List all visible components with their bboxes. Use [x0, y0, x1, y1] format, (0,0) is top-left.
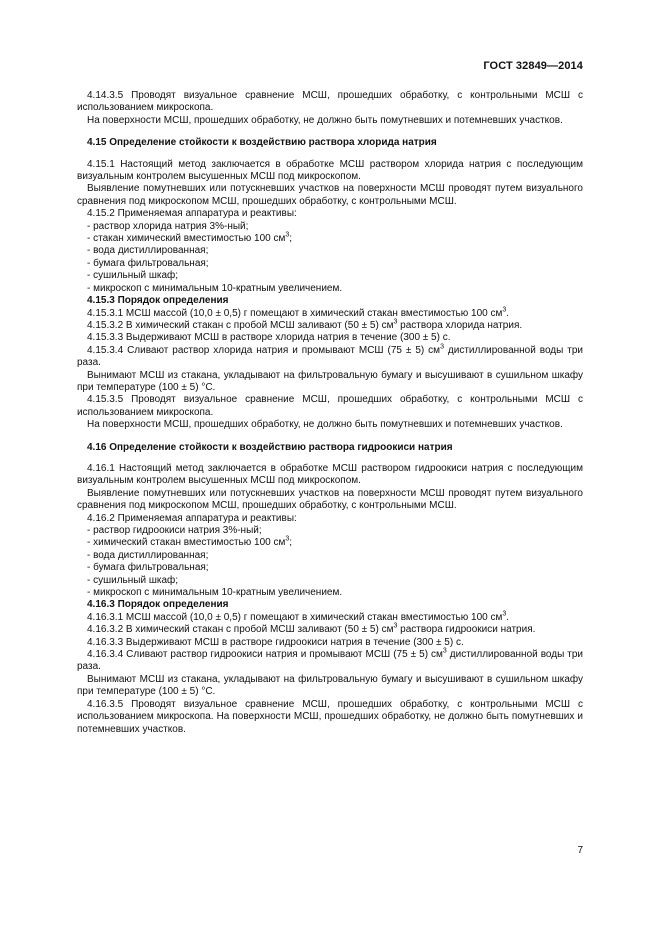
- paragraph: [77, 488, 583, 513]
- block-text: 4.15.2 Применяемая аппаратура и реактивы:: [87, 208, 297, 220]
- block-text: 4.15.3.4 Сливают раствор хлорида натрия и промывают МСШ (75 ± 5) см: [87, 344, 441, 356]
- paragraph: [77, 649, 583, 674]
- paragraph: [77, 183, 583, 208]
- block-text: 4.16.2 Применяемая аппаратура и реактивы:: [87, 512, 297, 524]
- page-number: 7: [577, 845, 583, 856]
- block-text-tail: раствора хлорида натрия.: [397, 319, 523, 331]
- block-text: 4.16.3.4 Сливают раствор гидроокиси натрия и промывают МСШ (75 ± 5) см: [87, 649, 443, 661]
- block-text: - микроскоп с минимальным 10-кратным увеличением.: [87, 282, 343, 294]
- paragraph: [77, 674, 583, 699]
- section-heading: [77, 442, 583, 454]
- paragraph: [77, 394, 583, 419]
- block-text: - вода дистиллированная;: [87, 549, 209, 561]
- paragraph: [77, 345, 583, 370]
- list-item: [77, 283, 583, 295]
- block-text: На поверхности МСШ, прошедших обработку, не должно быть помутневших и потемневших участков.: [87, 419, 563, 431]
- block-text-tail: ;: [289, 537, 293, 549]
- block-text: 4.15.3.3 Выдерживают МСШ в растворе хлорида натрия в течение (300 ± 5) с.: [87, 332, 451, 344]
- paragraph: [77, 320, 583, 332]
- list-item: [77, 258, 583, 270]
- list-item: [77, 587, 583, 599]
- block-text: - раствор гидроокиси натрия 3%-ный;: [87, 525, 262, 536]
- block-text: 4.15.1 Настоящий метод заключается в обработке МСШ раствором хлорида натрия с последующим визуальным контролем высушенных МСШ под микроскопом.: [77, 158, 583, 183]
- block-text: - раствор хлорида натрия 3%-ный;: [87, 220, 249, 232]
- block-text: 4.16.3.1 МСШ массой (10,0 ± 0,5) г помещают в химический стакан вместимостью 100 см: [87, 611, 503, 623]
- block-text: - бумага фильтровальная;: [87, 562, 209, 574]
- paragraph: [77, 612, 583, 624]
- paragraph: [77, 513, 583, 525]
- block-text: 4.15.3.5 Проводят визуальное сравнение МСШ, прошедших обработку, с контрольными МСШ с использованием микроскопа.: [77, 394, 583, 418]
- document-body: [77, 90, 583, 736]
- paragraph: [77, 463, 583, 488]
- subsection-heading: [77, 295, 583, 307]
- block-text-tail: раствора гидроокиси натрия.: [397, 624, 536, 636]
- list-item: [77, 233, 583, 245]
- paragraph: [77, 370, 583, 395]
- list-item: [77, 562, 583, 574]
- superscript: 3: [502, 610, 507, 618]
- superscript: 3: [285, 536, 290, 544]
- block-text: - сушильный шкаф;: [87, 270, 179, 282]
- subsection-heading: [77, 599, 583, 611]
- block-text: - сушильный шкаф;: [87, 574, 179, 586]
- paragraph: [77, 637, 583, 649]
- block-text: - стакан химический вместимостью 100 см: [87, 233, 286, 245]
- superscript: 3: [393, 622, 398, 630]
- list-item: [77, 550, 583, 562]
- list-item: [77, 270, 583, 282]
- list-item: [77, 221, 583, 233]
- block-text-tail: ;: [289, 233, 293, 245]
- block-text: - микроскоп с минимальным 10-кратным увеличением.: [87, 587, 343, 599]
- block-text: Вынимают МСШ из стакана, укладывают на фильтровальную бумагу и высушивают в сушильном шкафу при температуре (100 ± 5) °С.: [77, 369, 583, 393]
- block-text: 4.16.3.2 В химический стакан с пробой МСШ заливают (50 ± 5) см: [87, 624, 394, 636]
- list-item: [77, 575, 583, 587]
- paragraph: [77, 419, 583, 431]
- paragraph: [77, 115, 583, 127]
- block-text: Вынимают МСШ из стакана, укладывают на фильтровальную бумагу и высушивают в сушильном шкафу при температуре (100 ± 5) °С.: [77, 673, 583, 698]
- paragraph: [77, 208, 583, 220]
- block-text: 4.14.3.5 Проводят визуальное сравнение МСШ, прошедших обработку, с контрольными МСШ с использованием микроскопа.: [77, 90, 583, 114]
- block-text: - бумага фильтровальная;: [87, 257, 209, 269]
- block-text-tail: .: [506, 307, 510, 319]
- paragraph: [77, 624, 583, 636]
- list-item: [77, 537, 583, 549]
- superscript: 3: [285, 231, 290, 239]
- block-text: 4.15 Определение стойкости к воздействию раствора хлорида натрия: [87, 137, 437, 149]
- block-text: 4.16.1 Настоящий метод заключается в обработке МСШ раствором гидроокиси натрия с последующим визуальным контролем высушенных МСШ под микроскопом.: [77, 462, 583, 487]
- superscript: 3: [393, 318, 398, 326]
- block-text-tail: дистиллированной воды три раза.: [77, 344, 583, 369]
- block-text: - вода дистиллированная;: [87, 245, 209, 257]
- paragraph: [77, 699, 583, 736]
- paragraph: [77, 159, 583, 184]
- superscript: 3: [440, 343, 444, 351]
- block-text: - химический стакан вместимостью 100 см: [87, 537, 286, 549]
- block-text: 4.16.3.3 Выдерживают МСШ в растворе гидроокиси натрия в течение (300 ± 5) с.: [87, 636, 464, 648]
- block-text: Выявление помутневших или потускневших участков на поверхности МСШ проводят путем визуального сравнения под микроскопом МСШ, прошедших обработку, с контрольными МСШ.: [77, 183, 583, 207]
- block-text: Выявление помутневших или потускневших участков на поверхности МСШ проводят путем визуального сравнения под микроскопом МСШ, прошедших обработку, с контрольными МСШ.: [77, 487, 583, 512]
- block-text: 4.15.3.1 МСШ массой (10,0 ± 0,5) г помещают в химический стакан вместимостью 100 см: [87, 307, 503, 319]
- paragraph: [77, 308, 583, 320]
- block-text-tail: .: [506, 611, 510, 623]
- block-text: 4.15.3.2 В химический стакан с пробой МСШ заливают (50 ± 5) см: [87, 319, 394, 331]
- superscript: 3: [442, 647, 447, 655]
- standard-designation: ГОСТ 32849—2014: [483, 60, 583, 72]
- block-text: 4.15.3 Порядок определения: [87, 295, 229, 307]
- block-text: 4.16.3.5 Проводят визуальное сравнение МСШ, прошедших обработку, с контрольными МСШ с использованием микроскопа. На поверхности МСШ, прошедших обработку, не должно быть помутневших и потемневших участков.: [77, 698, 583, 735]
- list-item: [77, 245, 583, 257]
- paragraph: [77, 332, 583, 344]
- block-text-tail: дистиллированной воды три раза.: [77, 649, 584, 673]
- list-item: [77, 525, 583, 537]
- block-text: На поверхности МСШ, прошедших обработку, не должно быть помутневших и потемневших участков.: [87, 114, 563, 126]
- superscript: 3: [502, 306, 507, 314]
- block-text: 4.16 Определение стойкости к воздействию раствора гидроокиси натрия: [87, 441, 453, 453]
- section-heading: [77, 137, 583, 149]
- paragraph: [77, 90, 583, 115]
- block-text: 4.16.3 Порядок определения: [87, 599, 229, 611]
